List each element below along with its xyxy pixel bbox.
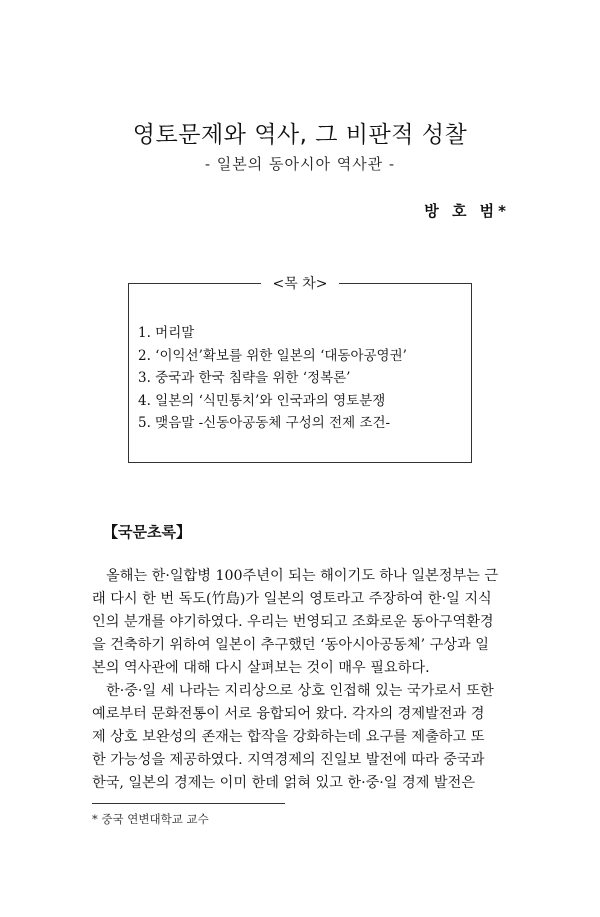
body-line: 을 건축하기 위하여 일본이 추구했던 ‘동아시아공동체’ 구상과 일 (92, 637, 489, 653)
footnote-divider (92, 803, 285, 804)
body-line: 한 가능성을 제공하였다. 지역경제의 진일보 발전에 따라 중국과 (92, 752, 485, 768)
toc-item: 1. 머리말 (138, 325, 195, 341)
body-line: 예로부터 문화전통이 서로 융합되어 왔다. 각자의 경제발전과 경 (92, 706, 485, 722)
body-line: 한국, 일본의 경제는 이미 한데 얽혀 있고 한·중·일 경제 발전은 (92, 775, 476, 791)
body-line: 제 상호 보완성의 존재는 합작을 강화하는데 요구를 제출하고 또 (92, 729, 485, 745)
author-name: 방 호 범* (424, 202, 510, 220)
toc-item: 3. 중국과 한국 침략을 위한 ‘정복론’ (138, 370, 351, 386)
toc-heading-text: <목 차> (261, 276, 340, 292)
toc-item: 5. 맺음말 -신동아공동체 구성의 전제 조건- (138, 415, 391, 431)
footnote: * 중국 연변대학교 교수 (92, 812, 209, 826)
body-line: 래 다시 한 번 독도(竹島)가 일본의 영토라고 주장하여 한·일 지식 (92, 591, 492, 607)
toc-list (138, 322, 407, 435)
body-line: 본의 역사관에 대해 다시 살펴보는 것이 매우 필요하다. (92, 660, 430, 676)
body-line: 한·중·일 세 나라는 지리상으로 상호 인접해 있는 국가로서 또한 (106, 683, 494, 699)
toc-item: 2. ‘이익선’확보를 위한 일본의 ‘대동아공영권’ (138, 347, 407, 364)
abstract-body (92, 565, 517, 795)
body-line: 인의 분개를 야기하였다. 우리는 번영되고 조화로운 동아구역환경 (92, 614, 494, 630)
article-title: 영토문제와 역사, 그 비판적 성찰 (132, 122, 468, 148)
body-line: 올해는 한·일합병 100주년이 되는 해이기도 하나 일본정부는 근 (106, 568, 499, 584)
abstract-heading: 【국문초록】 (103, 523, 191, 541)
toc-item: 4. 일본의 ‘식민통치’와 인국과의 영토분쟁 (138, 392, 386, 409)
toc-heading (0, 273, 600, 293)
article-subtitle: - 일본의 동아시아 역사관 - (204, 155, 396, 173)
